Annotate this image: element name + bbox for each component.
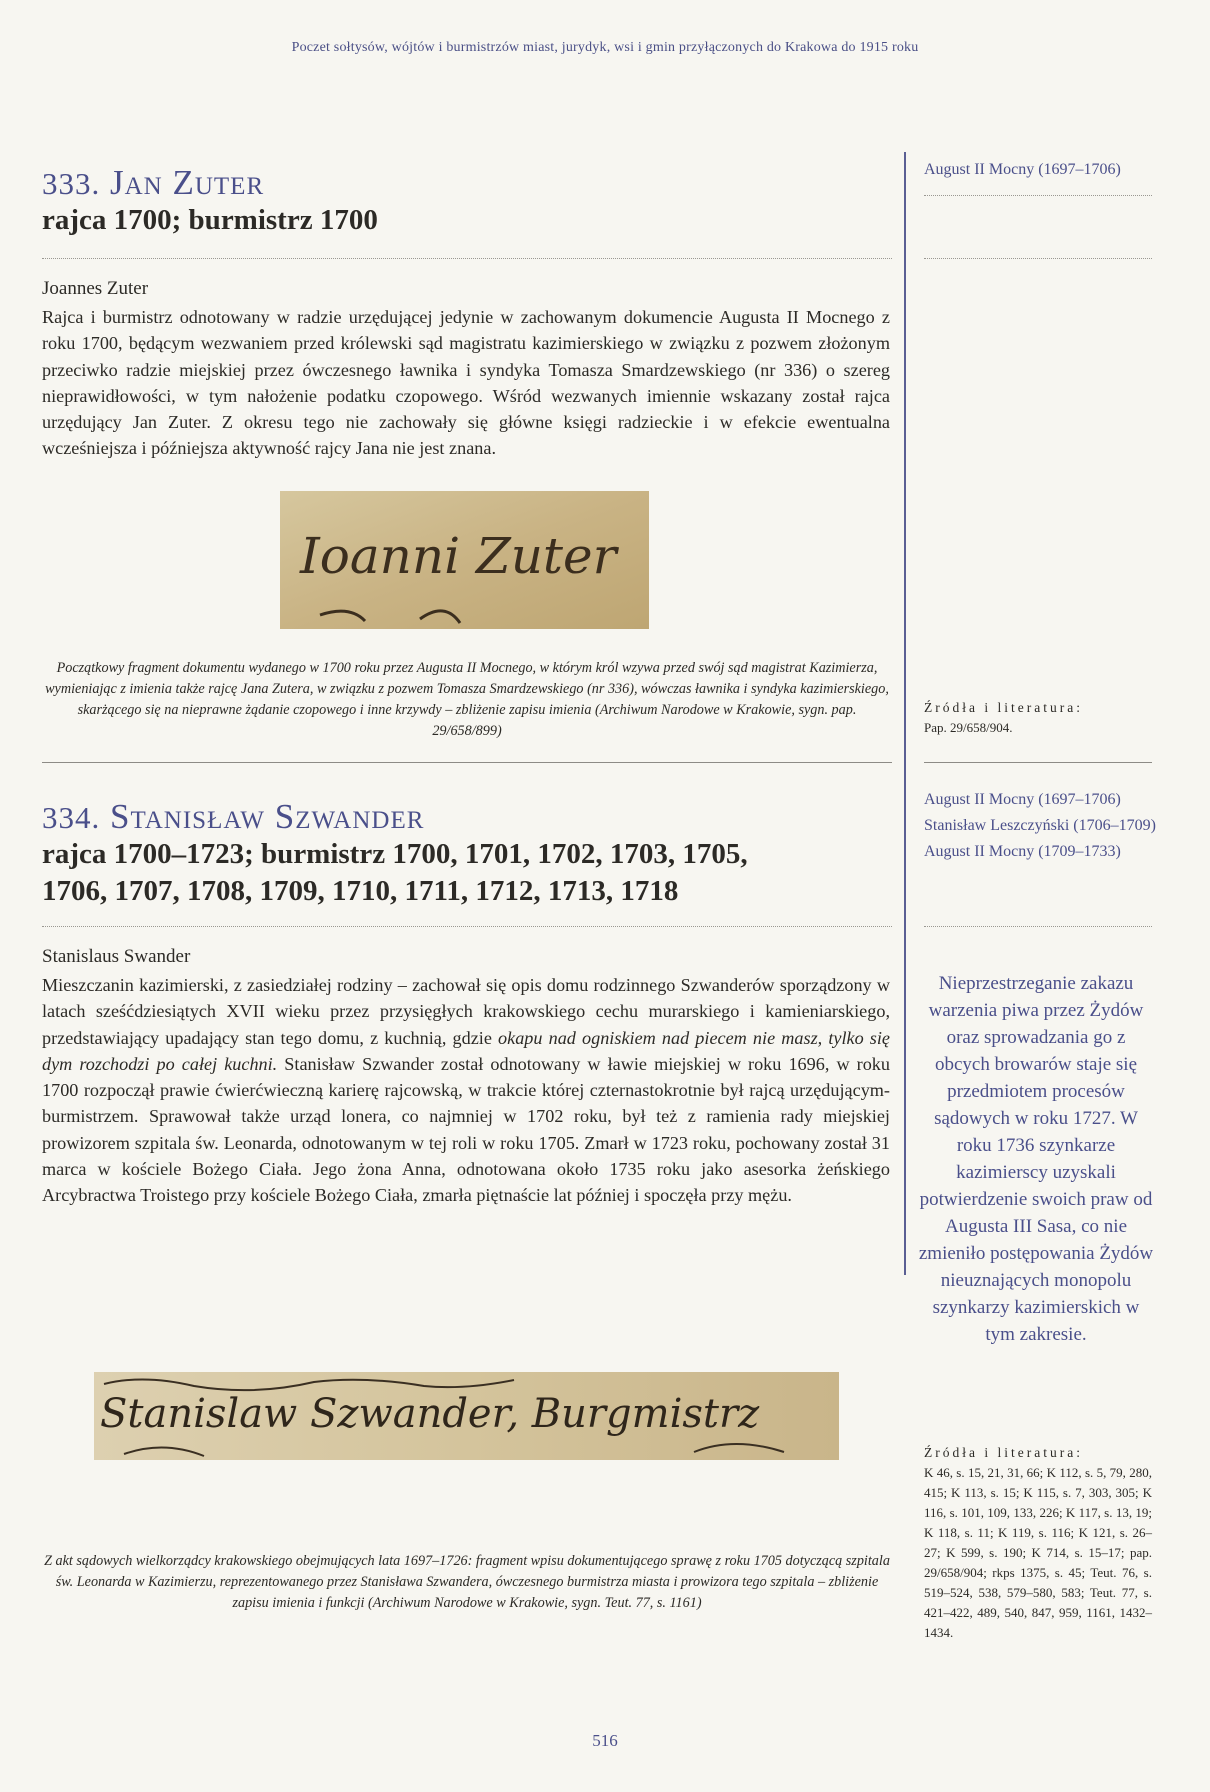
- entry-number: 333.: [42, 166, 101, 201]
- dotted-divider: [42, 258, 892, 259]
- margin-dotted-divider: [924, 195, 1152, 196]
- entry-body-quote: okapu nad ogniskiem nad piecem nie masz, tylko się dym rozchodzi po całej kuchni.: [42, 1027, 891, 1074]
- entry-title: [42, 163, 264, 203]
- image-caption: Początkowy fragment dokumentu wydanego w 1700 roku przez Augusta II Mocnego, w którym król wzywa przed swój sąd magistrat Kazimierza, wymieniając z imienia także rajcę Jana Zutera, w związku z pozwem Tomasza Smardzewskiego (nr 336), wówczas ławnika i syndyka kazimierskiego, skarżącego się na nieprawne żądanie czopowego i inne krzywdy – zbliżenie zapisu imienia (Archiwum Narodowe w Krakowie, sygn. pap. 29/658/899): [45, 660, 889, 739]
- entry-separator: [42, 762, 892, 763]
- handwriting-text: Ioanni Zuter: [300, 527, 617, 585]
- margin-reign: August II Mocny (1697–1706): [924, 161, 1121, 178]
- entry-body-text: Mieszczanin kazimierski, z zasiedziałej rodziny – zachował się opis domu rodzinnego Szwanderów sporządzony w latach sześćdziesiątych XVII wieku przez przysięgłych krakowskiego cechu murarskiego i kamieniarskiego, przedstawiający upadający stan tego domu, z kuchnią, gdzie: [42, 975, 890, 1048]
- sources-heading: Źródła i literatura:: [924, 700, 1083, 715]
- sources-heading: Źródła i literatura:: [924, 1445, 1083, 1460]
- latin-name: Stanislaus Swander: [42, 946, 191, 967]
- sources-list: K 46, s. 15, 21, 31, 66; K 112, s. 5, 79, 280, 415; K 113, s. 15; K 115, s. 7, 303, 305; K 116, s. 101, 109, 133, 226; K 117, s. 13, 19; K 118, s. 11; K 119, s. 116; K 121, s. 26–27; K 599, s. 190; K 714, s. 15–17; pap. 29/658/904; rkps 1375, s. 45; Teut. 76, s. 519–524, 538, 579–580, 583; Teut. 77, s. 421–422, 489, 540, 847, 959, 1161, 1432–1434.: [924, 1465, 1152, 1640]
- entry-offices-line: 1706, 1707, 1708, 1709, 1710, 1711, 1712, 1713, 1718: [42, 875, 679, 907]
- margin-dotted-divider: [924, 926, 1152, 927]
- margin-reign: August II Mocny (1697–1706): [924, 791, 1121, 808]
- handwriting-text: Stanislaw Szwander, Burgmistrz: [100, 1391, 760, 1437]
- entry-offices-line: rajca 1700–1723; burmistrz 1700, 1701, 1702, 1703, 1705,: [42, 838, 748, 870]
- column-divider: [904, 152, 906, 1275]
- entry-offices: [42, 836, 892, 910]
- running-header: Poczet sołtysów, wójtów i burmistrzów miast, jurydyk, wsi i gmin przyłączonych do Krakowa do 1915 roku: [291, 40, 919, 55]
- margin-reign: August II Mocny (1709–1733): [924, 843, 1121, 860]
- image-caption: Z akt sądowych wielkorządcy krakowskiego obejmujących lata 1697–1726: fragment wpisu dokumentującego sprawę z roku 1705 dotyczącą szpitala św. Leonarda w Kazimierzu, reprezentowanego przez Stanisława Szwandera, ówczesnego burmistrza miasta i prowizora tego szpitala – zbliżenie zapisu imienia i funkcji (Archiwum Narodowe w Krakowie, sygn. Teut. 77, s. 1161): [44, 1553, 890, 1611]
- entry-name: Jan Zuter: [110, 163, 265, 202]
- entry-title: [42, 797, 424, 837]
- entry-number: 334.: [42, 800, 101, 835]
- entry-body: Rajca i burmistrz odnotowany w radzie urzędującej jedynie w zachowanym dokumencie Augusta II Mocnego z roku 1700, będącym wezwaniem przed królewski sąd magistratu kazimierskiego w związku z pozwem złożonym przeciwko radzie miejskiej przez ówczesnego ławnika i syndyka Tomasza Smardzewskiego (nr 336) o szereg nieprawidłowości, w tym nałożenie podatku czopowego. Wśród wezwanych imiennie wskazany został rajca urzędujący Jan Zuter. Z okresu tego nie zachowały się główne księgi radzieckie i w efekcie ewentualna wcześniejsza i późniejsza aktywność rajcy Jana nie jest znana.: [42, 307, 890, 459]
- margin-reign: Stanisław Leszczyński (1706–1709): [924, 817, 1156, 834]
- document-fragment-image: [94, 1372, 839, 1460]
- document-fragment-image: [280, 491, 649, 629]
- margin-separator: [924, 762, 1152, 763]
- entry-offices: rajca 1700; burmistrz 1700: [42, 204, 378, 236]
- margin-note: Nieprzestrzeganie zakazu warzenia piwa przez Żydów oraz sprowadzania go z obcych browarów staje się przedmiotem procesów sądowych w roku 1727. W roku 1736 szynkarze kazimierscy uzyskali potwierdzenie swoich praw od Augusta III Sasa, co nie zmieniło postępowania Żydów nieuznających monopolu szynkarzy kazimierskich w tym zakresie.: [918, 973, 1154, 1345]
- page-number: 516: [592, 1731, 618, 1750]
- margin-dotted-divider: [924, 258, 1152, 259]
- latin-name: Joannes Zuter: [42, 278, 149, 299]
- sources-list: Pap. 29/658/904.: [924, 720, 1013, 735]
- entry-body-text: Stanisław Szwander został odnotowany w ławie miejskiej w roku 1696, w roku 1700 rozpoczął prawie ćwierćwieczną karierę rajcowską, w trakcie której czternastokrotnie był rajcą urzędującym-burmistrzem. Sprawował także urząd lonera, co najmniej w 1702 roku, był też z ramienia rady miejskiej prowizorem szpitala św. Leonarda, odnotowanym w tej roli w roku 1705. Zmarł w 1723 roku, pochowany został 31 marca w kościele Bożego Ciała. Jego żona Anna, odnotowana około 1735 roku jako asesorka żeńskiego Arcybractwa Troistego przy kościele Bożego Ciała, zmarła piętnaście lat później i spoczęła przy mężu.: [42, 1053, 890, 1206]
- entry-name: Stanisław Szwander: [110, 797, 425, 836]
- dotted-divider: [42, 926, 892, 927]
- entry-body: [42, 972, 890, 1209]
